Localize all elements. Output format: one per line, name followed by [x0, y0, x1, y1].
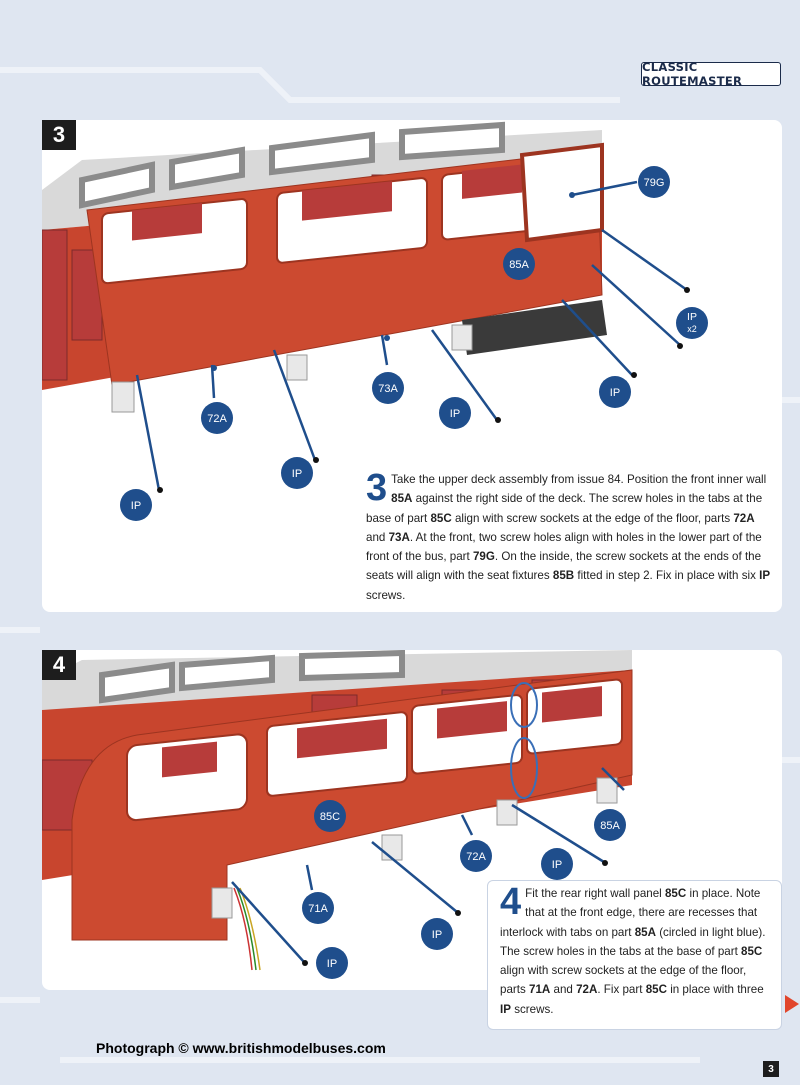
part-ref: 85C [645, 983, 667, 997]
label-ip-c4: IP [326, 958, 338, 970]
instruction-text: . Fix part [597, 983, 646, 997]
part-ref: 72A [576, 983, 598, 997]
instruction-text: Take the upper deck assembly from issue 84. Position the front inner wall [391, 473, 767, 486]
part-ref: 85A [634, 925, 656, 939]
step-3-number: 3 [42, 120, 76, 150]
instruction-text: in place with three [666, 983, 764, 997]
step-4-instructions [500, 881, 775, 1019]
label-ip-a4: IP [551, 859, 563, 871]
instruction-text: (circled in light blue). The screw holes in the tabs at the base of part [500, 925, 766, 958]
label-85a: 85A [509, 259, 529, 271]
page-number: 3 [763, 1061, 779, 1077]
part-ref: 85A [391, 492, 413, 506]
instruction-text: and [550, 983, 577, 997]
label-71a: 71A [308, 903, 328, 915]
label-79g: 79G [643, 177, 665, 189]
instruction-text: fitted in step 2. Fix in place with six [574, 569, 760, 583]
label-ip-b: IP [449, 408, 461, 420]
part-ref: 73A [388, 530, 410, 544]
series-title-box [641, 62, 781, 86]
part-ref: IP [500, 1002, 511, 1016]
instruction-text: against the right side of the deck. The screw holes in the tabs at the base of part [366, 492, 763, 525]
part-ref: 85C [664, 887, 687, 900]
step-4-number: 4 [42, 650, 76, 680]
step-3-text [366, 467, 771, 602]
label-ip-a: IP [609, 387, 621, 399]
instruction-text: screws. [510, 1002, 554, 1016]
part-ref: 85C [430, 511, 452, 525]
series-title: CLASSIC ROUTEMASTER [642, 60, 743, 88]
label-85c: 85C [319, 811, 341, 823]
instruction-text: . At the front, two screw holes align with holes in the lower part of the front of the bus, part [366, 530, 762, 564]
step-3-instructions [366, 467, 771, 605]
instruction-text: screws. [366, 588, 406, 602]
part-ref: 72A [733, 511, 755, 525]
label-85a-4: 85A [600, 820, 620, 832]
instruction-text: in place. Note that at the front edge, there are recesses that interlock with tabs on part [500, 887, 761, 939]
instruction-text: and [366, 530, 389, 544]
part-ref: IP [759, 569, 771, 583]
label-ip-x2: IP [687, 311, 697, 323]
instruction-text: Fit the rear right wall panel [525, 887, 665, 900]
label-72a-4: 72A [466, 851, 486, 863]
label-ip-x2-count: x2 [687, 324, 697, 334]
label-72a: 72A [207, 413, 227, 425]
label-ip-b4: IP [431, 929, 443, 941]
step-3-big-number: 3 [366, 467, 388, 509]
part-ref: 79G [472, 550, 495, 564]
next-page-arrow [785, 995, 799, 1013]
instruction-text: . On the inside, the screw sockets at the ends of the seats will align with the seat fixtures [366, 550, 762, 583]
instruction-text: align with screw sockets at the edge of the floor, parts [500, 964, 747, 997]
label-ip-d: IP [130, 500, 142, 512]
step-4-text [500, 881, 766, 1016]
step-4-big-number: 4 [500, 881, 522, 923]
part-ref: 85B [552, 569, 575, 583]
label-73a: 73A [378, 383, 398, 395]
label-ip-c: IP [291, 468, 303, 480]
photo-credit: Photograph © www.britishmodelbuses.com [96, 1040, 386, 1056]
part-ref: 85C [741, 944, 763, 958]
part-ref: 71A [529, 983, 551, 997]
instruction-text: align with screw sockets at the edge of the floor, parts [451, 511, 734, 525]
